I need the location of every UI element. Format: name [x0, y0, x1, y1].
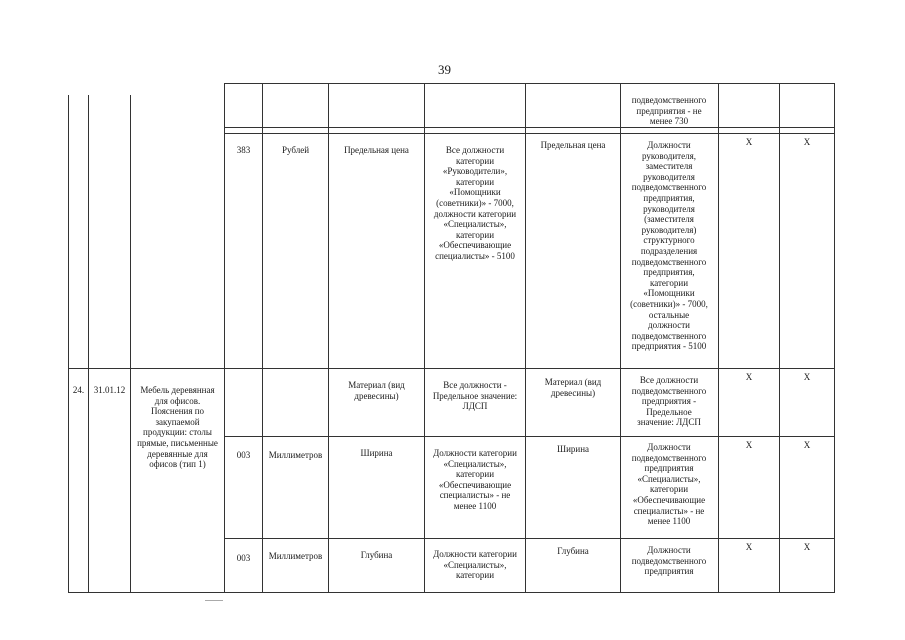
cell-code: 003 — [236, 553, 251, 563]
cell-line: специалисты» - не — [439, 490, 511, 501]
cell-line: должности — [648, 320, 690, 331]
cell-line: Должности — [647, 140, 691, 150]
cell-line: Должности категории — [433, 549, 517, 559]
scan-mark — [205, 600, 223, 601]
cell-line: менее 1100 — [453, 500, 497, 511]
cell-characteristic-2: Глубина — [557, 546, 589, 556]
cell-line: руководителя) — [641, 224, 697, 235]
cell-line: заместителя — [645, 161, 693, 172]
cell-line: Предельное значение: — [432, 390, 518, 401]
grid-line — [834, 83, 835, 592]
cell-line: (советники)» - 7000, — [436, 197, 514, 208]
cell-line: предприятия - 5100 — [631, 341, 707, 352]
cell-okpd: 31.01.12 — [93, 385, 126, 395]
grid-line — [224, 83, 225, 592]
cell-x-1: Х — [745, 440, 753, 450]
cell-line: подведомственного — [631, 555, 707, 566]
cell-line: Пояснения по — [150, 406, 205, 417]
cell-line: категории — [455, 155, 495, 166]
cell-value-2 — [621, 545, 717, 577]
cell-x-1: Х — [745, 372, 753, 382]
grid-line — [224, 436, 835, 437]
grid-line — [224, 83, 835, 84]
cell-line: «Обеспечивающие — [438, 240, 512, 251]
cell-line: специалисты» - 5100 — [435, 250, 515, 261]
cell-value-2 — [621, 442, 717, 527]
cell-line: продукции: столы — [143, 427, 212, 438]
cell-x-1: Х — [745, 137, 753, 147]
cell-line: подведомственного — [631, 182, 707, 193]
cell-line: руководителя, — [642, 150, 696, 161]
cell-line: категории — [455, 229, 495, 240]
cell-line: предприятия, — [643, 192, 695, 203]
cell-characteristic-2 — [526, 377, 620, 398]
cell-line: остальные — [648, 309, 690, 320]
cell-line: древесины) — [354, 390, 399, 401]
cell-line: Все должности — [445, 145, 505, 155]
cell-line: подведомственного — [631, 452, 707, 463]
cell-line: предприятия - — [641, 396, 697, 407]
cell-line: прямые, письменные — [137, 437, 218, 448]
grid-line — [68, 95, 69, 592]
cell-x-2: Х — [803, 372, 811, 382]
cell-line: Должности — [647, 442, 691, 452]
cell-line: Предельное — [646, 406, 692, 417]
cell-line: «Руководители», — [442, 166, 508, 177]
cell-line: Должности категории — [433, 448, 517, 458]
cell-line: «Специалисты», — [637, 473, 701, 484]
cell-product-name — [131, 385, 224, 470]
grid-line — [328, 83, 329, 592]
cell-code: 003 — [236, 450, 251, 460]
grid-line — [68, 592, 835, 593]
cell-line: офисов (тип 1) — [149, 459, 206, 470]
cell-line: Материал (вид — [348, 380, 405, 390]
cell-line: (советники)» - 7000, — [630, 298, 708, 309]
cell-line: руководителя — [643, 203, 695, 214]
cell-line: Должности — [647, 545, 691, 555]
cell-characteristic-2: Предельная цена — [540, 140, 606, 150]
cell-characteristic: Предельная цена — [344, 145, 409, 155]
grid-line — [224, 133, 835, 134]
cell-line: Все должности - — [443, 380, 507, 390]
cell-line: древесины) — [550, 387, 596, 398]
cell-value-2 — [621, 140, 717, 352]
cell-line: «Помощники — [449, 187, 501, 198]
cell-value — [425, 448, 525, 512]
cell-line: Все должности — [639, 375, 699, 385]
cell-characteristic — [329, 380, 424, 401]
cell-line: Материал (вид — [544, 377, 602, 387]
page-number: 39 — [438, 62, 451, 77]
cell-line: Мебель деревянная — [140, 385, 215, 395]
cell-line: для офисов. — [154, 395, 201, 406]
grid-line — [68, 368, 835, 369]
cell-line: предприятия - не — [636, 105, 702, 116]
cell-line: категории — [649, 277, 689, 288]
cell-line: специалисты» - не — [633, 505, 705, 516]
grid-line — [130, 95, 131, 592]
cell-line: категории — [455, 570, 495, 581]
grid-line — [224, 538, 835, 539]
grid-line — [525, 83, 526, 592]
cell-line: категории — [455, 176, 495, 187]
grid-line — [262, 83, 263, 592]
cell-value — [425, 145, 525, 262]
cell-line: менее 1100 — [647, 516, 691, 527]
grid-line — [88, 95, 89, 592]
cell-x-1: Х — [745, 542, 753, 552]
cell-line: «Помощники — [643, 288, 695, 299]
cell-line: структурного — [643, 235, 695, 246]
cell-line: подведомственного — [631, 95, 707, 105]
cell-unit: Миллиметров — [268, 551, 323, 561]
cell-number: 24. — [72, 385, 85, 395]
grid-line — [224, 127, 835, 128]
cell-line: руководителя — [643, 171, 695, 182]
cell-line: должности категории — [433, 208, 517, 219]
cell-line: подведомственного — [631, 385, 707, 396]
cell-line: «Специалисты», — [443, 559, 507, 570]
cell-line: ЛДСП — [462, 401, 488, 412]
cell-unit: Рублей — [281, 145, 310, 155]
cell-code: 383 — [236, 145, 251, 155]
cell-line: «Специалисты», — [443, 219, 507, 230]
cell-value — [425, 380, 525, 412]
cell-line: предприятия — [644, 566, 694, 577]
cell-line: «Обеспечивающие — [632, 494, 706, 505]
cell-line: значение: ЛДСП — [637, 417, 701, 428]
cell-line: деревянные для — [147, 448, 208, 459]
grid-line — [718, 83, 719, 592]
cell-value — [425, 549, 525, 581]
cell-line: категории — [455, 469, 495, 480]
cell-line: подразделения — [640, 245, 698, 256]
cell-col9 — [621, 95, 717, 127]
cell-value-2 — [621, 375, 717, 428]
cell-line: «Обеспечивающие — [438, 479, 512, 490]
grid-line — [779, 83, 780, 592]
cell-line: менее 730 — [649, 116, 689, 127]
cell-characteristic: Глубина — [360, 550, 393, 560]
cell-line: подведомственного — [631, 256, 707, 267]
cell-line: (заместителя — [644, 214, 694, 225]
cell-characteristic-2: Ширина — [556, 444, 590, 454]
cell-x-2: Х — [803, 137, 811, 147]
cell-line: подведомственного — [631, 330, 707, 341]
cell-line: категории — [649, 484, 689, 495]
cell-x-2: Х — [803, 440, 811, 450]
cell-x-2: Х — [803, 542, 811, 552]
cell-line: «Специалисты», — [443, 458, 507, 469]
cell-unit: Миллиметров — [268, 450, 323, 460]
cell-line: закупаемой — [155, 416, 200, 427]
cell-line: предприятия — [644, 463, 694, 474]
cell-line: предприятия, — [643, 267, 695, 278]
cell-characteristic: Ширина — [360, 448, 393, 458]
